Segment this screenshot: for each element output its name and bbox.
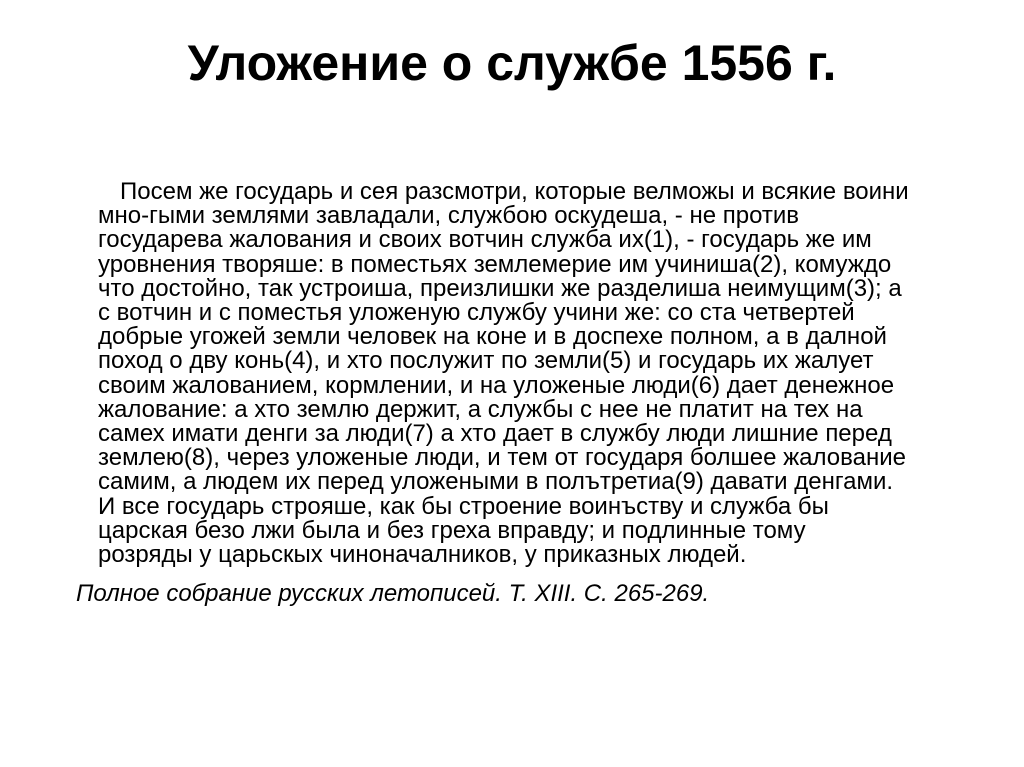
body-line: самех имати денги за люди(7) а хто дает в службу люди лишние перед [98, 420, 892, 448]
body-line: И все государь строяше, как бы строение воинъству и служба бы [98, 492, 829, 520]
body-line: поход о дву конь(4), и хто послужит по земли(5) и государь их жалует [98, 347, 874, 375]
body-line: что достойно, так устроиша, преизлишки же разделиша неимущим(3); а [98, 274, 902, 302]
body-line: уровнения творяше: в поместьях землемерие им учиниша(2), комуждо [98, 250, 892, 278]
source-citation: Полное собрание русских летописей. Т. XIII. С. 265-269. [76, 580, 710, 607]
document-body [98, 180, 978, 567]
body-line: самим, а людем их перед уложеными в полътретиа(9) давати денгами. [98, 468, 894, 496]
body-line: розряды у царьскых чиноначалников, у приказных людей. [98, 541, 747, 569]
body-line: добрые угожей земли человек на коне и в доспехе полном, а в далной [98, 323, 887, 351]
body-line: своим жалованием, кормлении, и на уложеные люди(6) дает денежное [98, 371, 895, 399]
body-line: царская безо лжи была и без греха вправду; и подлинные тому [98, 516, 806, 544]
body-line: жалование: а хто землю держит, а службы с нее не платит на тех на [98, 395, 863, 423]
body-line: землею(8), через уложеные люди, и тем от государя болшее жалование [98, 444, 906, 472]
body-line: Посем же государь и сея разсмотри, которые велможы и всякие воини [120, 178, 909, 205]
body-line: с вотчин и с поместья уложеную службу учини же: со ста четвертей [98, 299, 855, 327]
body-line: государева жалования и своих вотчин служба их(1), - государь же им [98, 226, 872, 254]
page-title: Уложение о службе 1556 г. [187, 35, 837, 91]
body-line: мно-гыми землями завладали, службою оскудеша, - не против [98, 202, 800, 230]
